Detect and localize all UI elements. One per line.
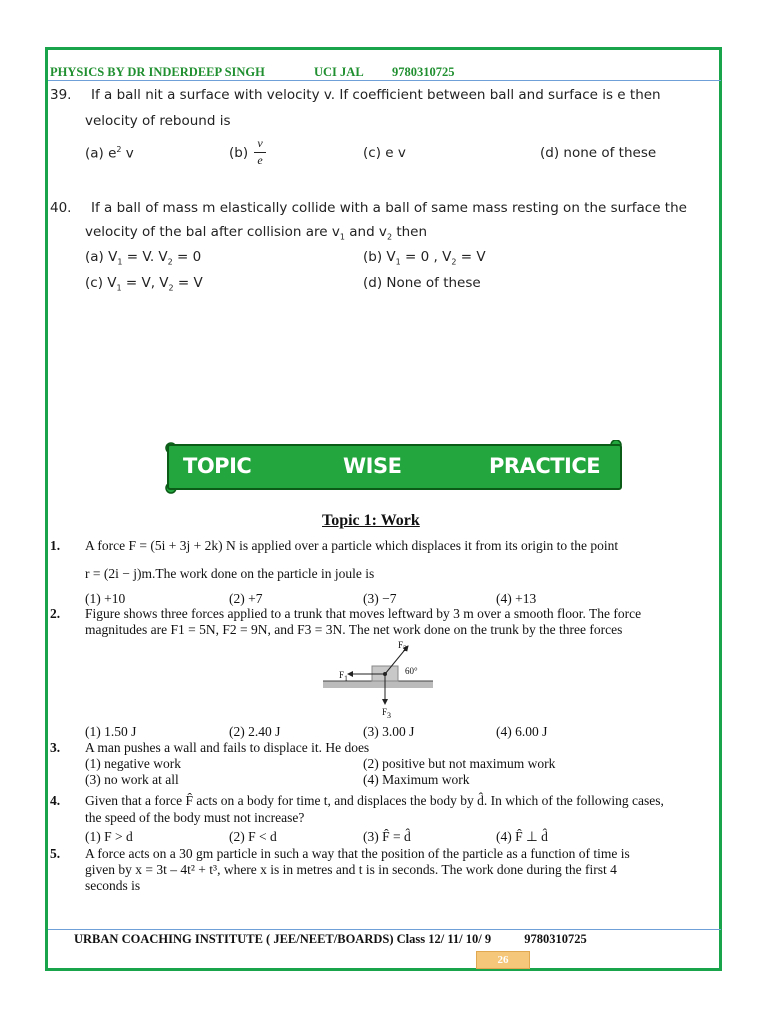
q39-line1: If a ball nit a surface with velocity v. If coefficient between ball and surface is e then [91, 87, 661, 103]
t4-l1c: acts on a body for time t, and displaces the body by [192, 793, 478, 808]
q40-option-d: (d) None of these [363, 275, 481, 291]
q40-option-c [85, 275, 203, 293]
t3-option-4: (4) Maximum work [363, 772, 470, 787]
q40-b-sub2: 2 [451, 257, 457, 267]
q40-number: 40. [50, 200, 72, 216]
trunk-forces-figure [318, 636, 438, 722]
t1-line2 [85, 566, 374, 582]
t5-line2: given by x = 3t – 4t² + t³, where x is in metres and t is in seconds. The work done during the first 4 [85, 862, 617, 877]
banner-word-practice: PRACTICE [489, 454, 601, 478]
t5-number: 5. [50, 846, 61, 861]
t4-option-4: (4) F̂ ⊥ d̂ [496, 829, 548, 844]
q40-option-b [363, 249, 486, 267]
q39-number: 39. [50, 87, 72, 103]
t3-number: 3. [50, 740, 61, 755]
q40-line2-b: and v [344, 224, 387, 240]
fig-f2-text: F [398, 640, 404, 650]
t5-line3: seconds is [85, 878, 141, 893]
t4-l1a: Given that a force [85, 793, 186, 808]
t1-force: F = (5i + 3j + 2k) [128, 538, 223, 553]
q40-c-1: (c) V [85, 275, 117, 291]
q39-option-a [85, 145, 134, 162]
t3-option-3: (3) no work at all [85, 772, 179, 787]
t1-rest: m.The work done on the particle in joule is [141, 566, 375, 581]
t1-r: r = (2i − j) [85, 566, 142, 581]
fig-f1-sub: 1 [344, 673, 349, 683]
header-phone: 9780310725 [392, 65, 455, 79]
page-number: 26 [476, 951, 530, 969]
t1-option-2: (2) +7 [229, 591, 263, 606]
t4-line2: the speed of the body must not increase? [85, 810, 305, 825]
t3-line1: A man pushes a wall and fails to displace it. He does [85, 740, 370, 755]
footer-text: URBAN COACHING INSTITUTE ( JEE/NEET/BOARDS) Class 12/ 11/ 10/ 9 [74, 932, 492, 946]
banner-word-topic: TOPIC [183, 454, 252, 478]
footer-phone: 9780310725 [524, 932, 587, 946]
t1-option-4: (4) +13 [496, 591, 537, 606]
topic-title: Topic 1: Work [322, 512, 420, 529]
t1-mid: N is applied over a particle which displaces it from its origin to the point [225, 538, 619, 553]
t4-l1d: d̂ [477, 793, 484, 808]
t4-option-1: (1) F > d [85, 829, 133, 844]
q39-option-b-label: (b) [229, 145, 249, 161]
q40-c-sub2: 2 [168, 283, 174, 293]
q39-option-b-den: e [257, 153, 263, 167]
q40-a-sub2: 2 [167, 257, 173, 267]
topic-wise-practice-banner [163, 440, 624, 495]
q40-a-2: = V. V [122, 249, 168, 265]
fig-label-f3 [382, 707, 391, 720]
fig-angle-label: 60° [405, 666, 418, 676]
t2-option-4: (4) 6.00 J [496, 724, 548, 739]
q40-c-sub1: 1 [116, 283, 122, 293]
q39-a-text: (a) e [85, 145, 117, 162]
q40-a-sub1: 1 [117, 257, 123, 267]
t4-option-3: (3) F̂ = d̂ [363, 829, 411, 844]
t2-option-2: (2) 2.40 J [229, 724, 281, 739]
t2-option-1: (1) 1.50 J [85, 724, 137, 739]
t4-number: 4. [50, 793, 61, 808]
fig-f2-sub: 2 [403, 643, 408, 653]
header-center: UCI JAL [314, 65, 364, 79]
q40-option-a [85, 249, 201, 267]
q40-a-3: = 0 [172, 249, 202, 265]
header-rule [48, 80, 721, 81]
t5-line1: A force acts on a 30 gm particle in such a way that the position of the particle as a function of time is [85, 846, 630, 861]
q40-b-3: = V [456, 249, 486, 265]
t1-number: 1. [50, 538, 61, 553]
q40-b-sub1: 1 [395, 257, 401, 267]
q40-b-2: = 0 , V [400, 249, 452, 265]
q39-option-d: (d) none of these [540, 145, 657, 161]
t4-line1 [85, 793, 664, 809]
t4-l1e: . In which of the following cases, [483, 793, 664, 808]
t2-number: 2. [50, 606, 61, 621]
q40-line2-sub1: 1 [339, 232, 345, 242]
q39-option-c: (c) e v [363, 145, 406, 161]
q39-line2: velocity of rebound is [85, 113, 231, 129]
banner-word-wise: WISE [343, 454, 402, 478]
q40-line2-a: velocity of the bal after collision are v [85, 224, 340, 240]
q39-a-sup: 2 [116, 145, 122, 154]
fig-f1-text: F [339, 670, 345, 680]
t1-option-3: (3) −7 [363, 591, 397, 606]
fig-label-f1 [339, 670, 348, 683]
header-title: PHYSICS BY DR INDERDEEP SINGH [50, 65, 265, 79]
fig-f3-sub: 3 [387, 710, 392, 720]
fig-f3-text: F [382, 707, 388, 717]
t1-option-1: (1) +10 [85, 591, 126, 606]
q40-a-1: (a) V [85, 249, 118, 265]
t4-l1b: F̂ [185, 793, 193, 808]
page-footer [74, 932, 587, 947]
t1-pre: A force [85, 538, 129, 553]
q40-line2 [85, 224, 427, 242]
q40-c-2: = V, V [121, 275, 169, 291]
fig-label-f2 [398, 640, 407, 653]
t2-line1: Figure shows three forces applied to a trunk that moves leftward by 3 m over a smooth floor. The force [85, 606, 642, 621]
q39-a-rest: v [121, 145, 134, 162]
t1-line1 [85, 538, 618, 554]
q40-b-1: (b) V [363, 249, 396, 265]
t4-option-2: (2) F < d [229, 829, 277, 844]
q40-line1: If a ball of mass m elastically collide with a ball of same mass resting on the surface the [91, 200, 687, 216]
q40-line2-c: then [392, 224, 428, 240]
q40-line2-sub2: 2 [386, 232, 393, 242]
t2-option-3: (3) 3.00 J [363, 724, 415, 739]
q39-option-b-num: v [257, 136, 263, 150]
q40-c-3: = V [173, 275, 203, 291]
t3-option-2: (2) positive but not maximum work [363, 756, 556, 771]
t3-option-1: (1) negative work [85, 756, 181, 771]
footer-rule [48, 929, 721, 930]
t2-line2: magnitudes are F1 = 5N, F2 = 9N, and F3 = 3N. The net work done on the trunk by the three forces [85, 622, 623, 637]
